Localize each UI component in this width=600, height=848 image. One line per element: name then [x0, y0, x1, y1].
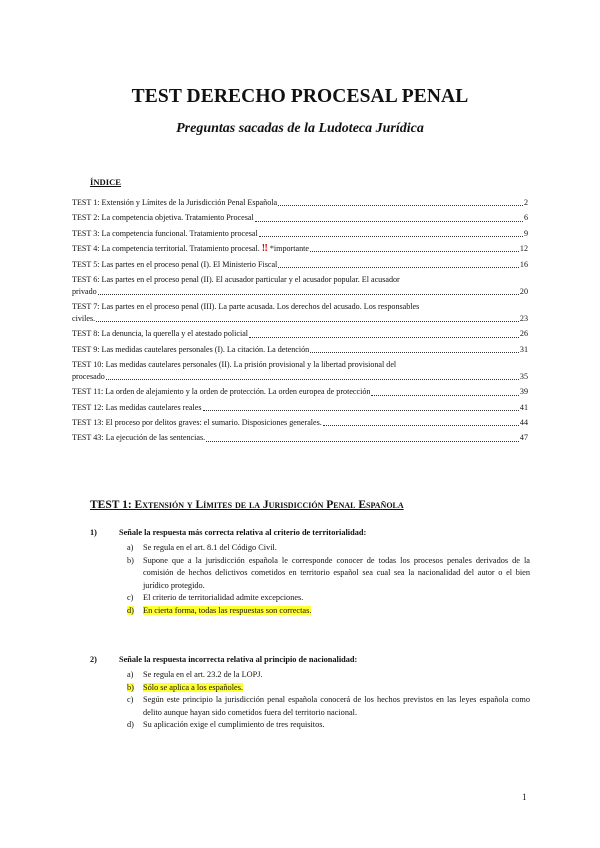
toc-entry[interactable]: [72, 328, 528, 340]
option-text: Se regula en el art. 23.2 de la LOPJ.: [143, 670, 263, 679]
question-number: 2): [90, 655, 97, 664]
toc-entry-text: TEST 8: La denuncia, la querella y el atestado policial: [72, 329, 249, 339]
toc-entry[interactable]: [72, 386, 528, 398]
toc-entry[interactable]: [72, 274, 528, 298]
toc-entry-page: 31: [519, 344, 528, 354]
toc-entry[interactable]: [72, 212, 528, 224]
toc-entry[interactable]: [72, 432, 528, 444]
toc-entry[interactable]: [72, 301, 528, 325]
toc-entry-page: 47: [519, 433, 528, 443]
document-subtitle: Preguntas sacadas de la Ludoteca Jurídica: [176, 121, 424, 136]
toc-entry[interactable]: [72, 344, 528, 356]
toc-entry[interactable]: [72, 197, 528, 209]
toc-entry-first-line: TEST 6: Las partes en el proceso penal (II). El acusador particular y el acusador popular. El acusador: [72, 274, 400, 284]
double-exclamation-icon: ‼: [261, 243, 268, 255]
toc-leader-dots: [278, 266, 519, 268]
option-text: Sólo se aplica a los españoles.: [143, 682, 244, 692]
question-stem: Señale la respuesta incorrecta relativa al principio de nacionalidad:: [119, 655, 358, 664]
toc-leader-dots: [106, 378, 519, 380]
option-item: [127, 592, 530, 605]
option-item: [127, 669, 530, 682]
toc-entry-text: procesado: [72, 371, 105, 381]
page-number: 1: [522, 792, 527, 802]
index-heading: ÍNDICE: [90, 177, 122, 187]
option-item: [127, 719, 530, 732]
option-text: Supone que a la jurisdicción española le corresponde conocer de todas los procesos penales derivados de la comisión de hechos delictivos cometidos en territorio español sea cual sea la nacionalidad del autor o el bien jurídico protegido.: [143, 555, 530, 590]
toc-leader-dots: [371, 394, 518, 396]
toc-entry-first-line: TEST 7: Las partes en el proceso penal (III). La parte acusada. Los derechos del acusado. Los responsables: [72, 302, 420, 312]
toc-entry-page: 6: [523, 213, 528, 223]
toc-entry-text: civiles.: [72, 313, 96, 323]
option-item-highlighted: [127, 682, 530, 695]
options-list: [127, 542, 530, 618]
toc-leader-dots: [255, 220, 523, 222]
option-text: En cierta forma, todas las respuestas son correctas.: [143, 605, 312, 615]
option-item: [127, 694, 530, 719]
toc-entry-text: TEST 9: Las medidas cautelares personales (I). La citación. La detención: [72, 344, 310, 354]
question-2: [90, 654, 530, 732]
toc-entry-text: TEST 43: La ejecución de las sentencias.: [72, 433, 206, 443]
option-letter: d): [127, 720, 134, 730]
question-number: 1): [90, 528, 97, 537]
question-1: [90, 527, 530, 618]
toc-leader-dots: [206, 440, 519, 442]
option-letter: a): [127, 670, 134, 679]
option-letter: a): [127, 543, 134, 552]
option-item: [127, 542, 530, 555]
toc-entry-page: 44: [519, 418, 528, 428]
toc-entry-page: 9: [523, 228, 528, 238]
toc-leader-dots: [249, 336, 519, 338]
document-title: TEST DERECHO PROCESAL PENAL: [131, 86, 469, 107]
toc-entry-page: 41: [519, 402, 528, 412]
toc-entry-page: 12: [519, 244, 528, 254]
toc-entry-text: TEST 11: La orden de alejamiento y la orden de protección. La orden europea de protección: [72, 387, 371, 397]
option-item-highlighted: [127, 605, 530, 618]
option-letter: d): [127, 605, 134, 615]
toc-entry-page: 16: [519, 259, 528, 269]
toc-entry[interactable]: [72, 243, 528, 255]
toc-entry-text: TEST 2: La competencia objetiva. Tratamiento Procesal: [72, 213, 254, 223]
toc-entry-page: 23: [519, 313, 528, 323]
toc-leader-dots: [323, 424, 519, 426]
options-list: [127, 669, 530, 732]
toc-entry-text: TEST 5: Las partes en el proceso penal (I). El Ministerio Fiscal: [72, 259, 278, 269]
option-text: El criterio de territorialidad admite excepciones.: [143, 593, 304, 603]
question-stem: Señale la respuesta más correcta relativa al criterio de territorialidad:: [119, 528, 367, 537]
toc-leader-dots: [259, 235, 523, 237]
toc-entry-text: TEST 1: Extensión y Límites de la Jurisdicción Penal Española: [72, 198, 278, 207]
option-letter: c): [127, 695, 134, 705]
option-letter: b): [127, 555, 134, 565]
toc-leader-dots: [96, 320, 519, 322]
toc-leader-dots: [310, 250, 519, 252]
toc-entry-page: 20: [519, 286, 528, 296]
toc-entry-page: 35: [519, 371, 528, 381]
section-heading: TEST 1: Extensión y Límites de la Jurisdicción Penal Española: [90, 499, 404, 511]
toc-entry-page: 26: [519, 329, 528, 339]
toc-entry-page: 2: [523, 198, 528, 207]
toc-entry[interactable]: [72, 359, 528, 383]
toc-leader-dots: [203, 409, 519, 411]
toc-entry[interactable]: [72, 402, 528, 414]
table-of-contents: [72, 197, 528, 448]
toc-entry-text: privado: [72, 286, 97, 296]
option-text: Se regula en el art. 8.1 del Código Civil.: [143, 543, 277, 552]
toc-entry-first-line: TEST 10: Las medidas cautelares personales (II). La prisión provisional y la libertad provisional del: [72, 360, 397, 370]
option-text: Su aplicación exige el cumplimiento de tres requisitos.: [143, 720, 325, 730]
option-letter: c): [127, 593, 134, 603]
toc-leader-dots: [98, 293, 519, 295]
option-letter: b): [127, 682, 134, 692]
toc-entry-text: TEST 3: La competencia funcional. Tratamiento procesal: [72, 228, 258, 238]
option-text: Según este principio la jurisdicción penal española conocerá de los hechos previstos en las leyes española como delito aunque hayan sido cometidos fuera del territorio nacional.: [143, 695, 530, 717]
toc-entry-text: TEST 12: Las medidas cautelares reales: [72, 402, 202, 412]
option-item: [127, 555, 530, 593]
toc-leader-dots: [278, 204, 523, 206]
toc-leader-dots: [310, 351, 519, 353]
toc-entry[interactable]: [72, 417, 528, 429]
toc-entry[interactable]: [72, 228, 528, 240]
toc-entry-page: 39: [519, 387, 528, 397]
toc-entry-text: TEST 4: La competencia territorial. Tratamiento procesal.: [72, 244, 260, 254]
toc-entry-note: *importante: [269, 244, 309, 254]
toc-entry[interactable]: [72, 259, 528, 271]
toc-entry-text: TEST 13: El proceso por delitos graves: el sumario. Disposiciones generales.: [72, 418, 322, 428]
